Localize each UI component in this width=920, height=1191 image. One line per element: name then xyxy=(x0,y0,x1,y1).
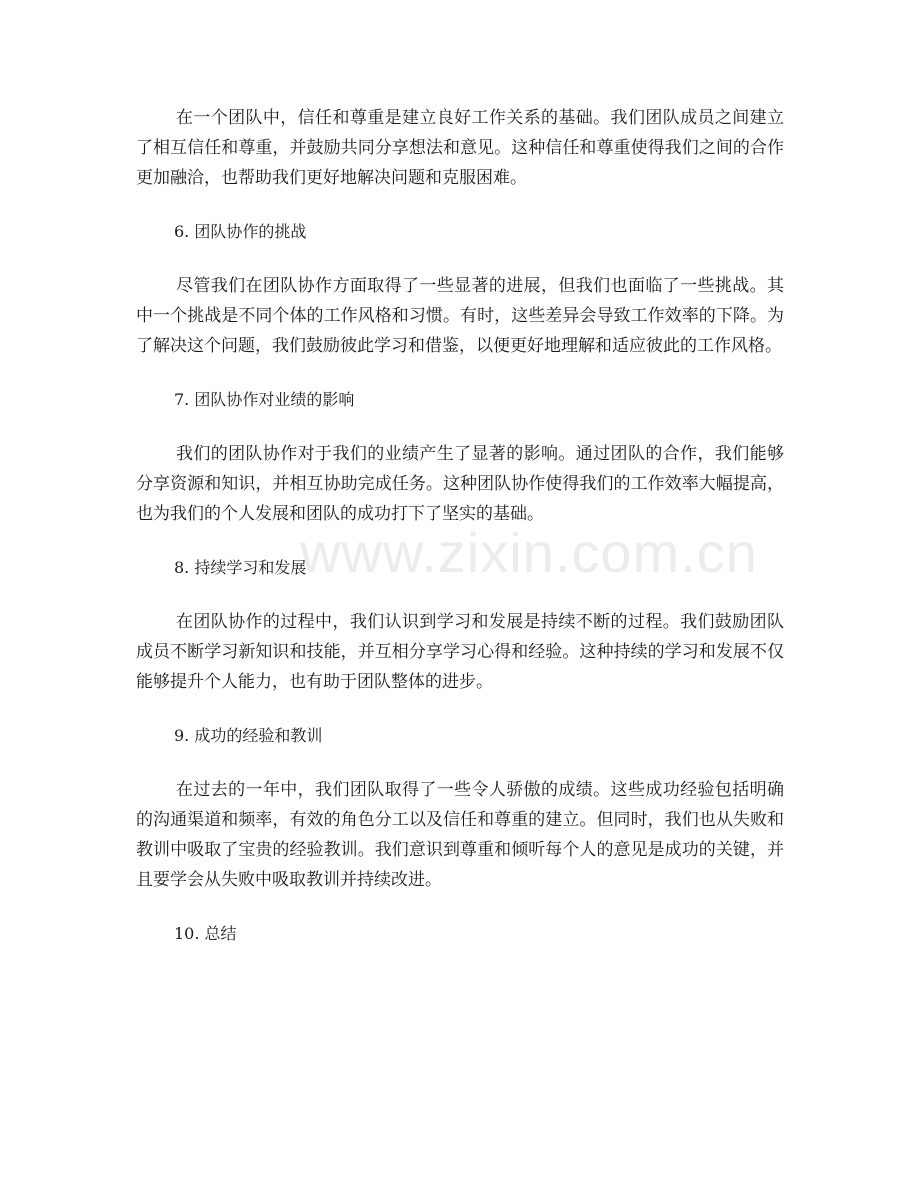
paragraph-performance-impact: 我们的团队协作对于我们的业绩产生了显著的影响。通过团队的合作，我们能够分享资源和知识，并相互协助完成任务。这种团队协作使得我们的工作效率大幅提高，也为我们的个人发展和团队的成功打下了坚实的基础。 xyxy=(136,444,784,524)
paragraph-challenges: 尽管我们在团队协作方面取得了一些显著的进展，但我们也面临了一些挑战。其中一个挑战是不同个体的工作风格和习惯。有时，这些差异会导致工作效率的下降。为了解决这个问题，我们鼓励彼此学习和借鉴，以便更好地理解和适应彼此的工作风格。 xyxy=(136,276,784,356)
section-heading-7: 7. 团队协作对业绩的影响 xyxy=(174,390,355,409)
paragraph-lessons: 在过去的一年中，我们团队取得了一些令人骄傲的成绩。这些成功经验包括明确的沟通渠道和频率，有效的角色分工以及信任和尊重的建立。但同时，我们也从失败和教训中吸取了宝贵的经验教训。我们意识到尊重和倾听每个人的意见是成功的关键，并且要学会从失败中吸取教训并持续改进。 xyxy=(136,780,784,890)
paragraph-trust-respect: 在一个团队中，信任和尊重是建立良好工作关系的基础。我们团队成员之间建立了相互信任和尊重，并鼓励共同分享想法和意见。这种信任和尊重使得我们之间的合作更加融洽，也帮助我们更好地解决问题和克服困难。 xyxy=(136,108,784,188)
watermark: www.zixin.com.cn xyxy=(300,521,758,584)
paragraph-continuous-learning: 在团队协作的过程中，我们认识到学习和发展是持续不断的过程。我们鼓励团队成员不断学习新知识和技能，并互相分享学习心得和经验。这种持续的学习和发展不仅能够提升个人能力，也有助于团队整体的进步。 xyxy=(136,612,784,692)
section-heading-10: 10. 总结 xyxy=(174,924,237,943)
document-body xyxy=(136,103,784,949)
section-heading-6: 6. 团队协作的挑战 xyxy=(174,222,307,241)
section-heading-9: 9. 成功的经验和教训 xyxy=(174,726,323,745)
section-heading-8: 8. 持续学习和发展 xyxy=(174,558,307,577)
